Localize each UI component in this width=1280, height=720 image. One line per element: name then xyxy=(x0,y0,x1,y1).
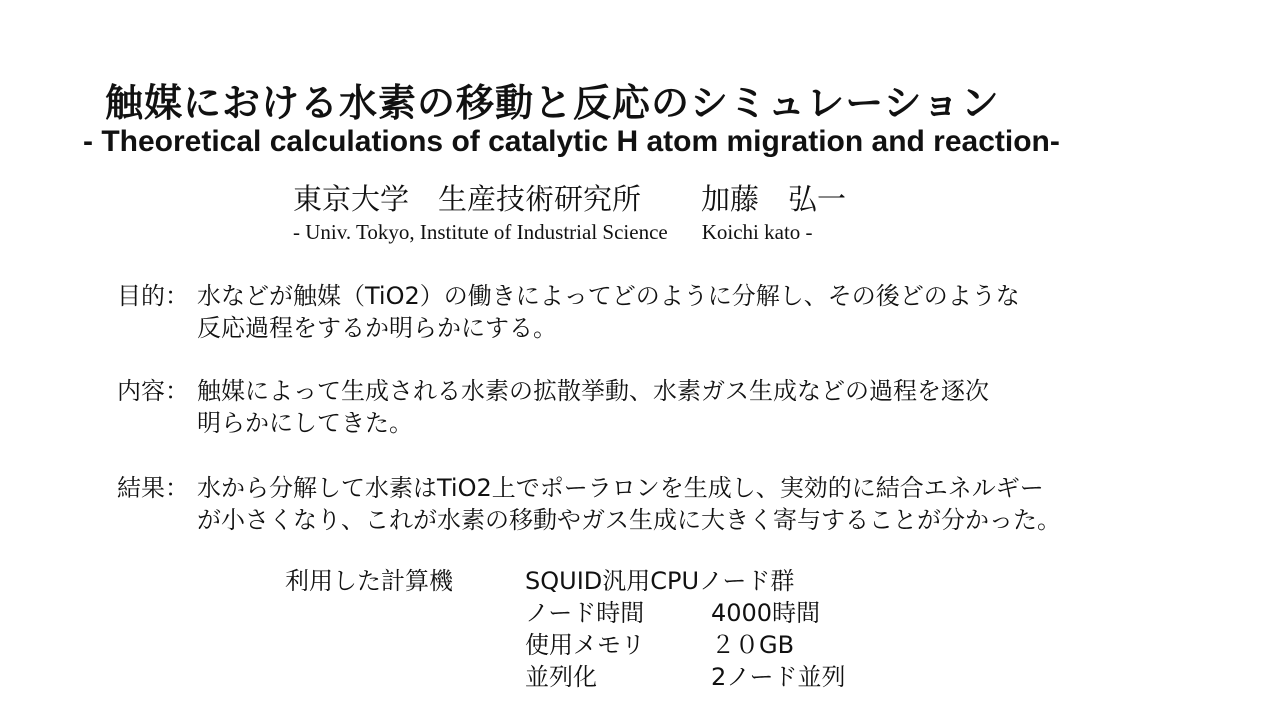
section-label: 内容： xyxy=(117,377,189,405)
compute-row xyxy=(525,597,846,629)
compute-key: ノード時間 xyxy=(525,599,645,627)
section-label: 結果： xyxy=(117,474,189,502)
section-line: 水などが触媒（TiO2）の働きによってどのように分解し、その後どのような xyxy=(197,282,1020,310)
section-line: 触媒によって生成される水素の拡散挙動、水素ガス生成などの過程を逐次 xyxy=(197,377,989,405)
compute-row xyxy=(525,661,846,693)
compute-value: ２０GB xyxy=(711,631,795,659)
compute-key: 並列化 xyxy=(525,663,597,691)
affiliation-org-ja: 東京大学 生産技術研究所 xyxy=(293,182,642,216)
page-subtitle: - Theoretical calculations of catalytic H atom migration and reaction- xyxy=(83,125,1060,158)
section-line: 反応過程をするか明らかにする。 xyxy=(197,314,557,342)
author-name-en: Koichi kato - xyxy=(701,220,813,244)
compute-system: SQUID汎用CPUノード群 xyxy=(525,567,795,595)
author-name-ja: 加藤 弘一 xyxy=(701,182,847,216)
section-line: 明らかにしてきた。 xyxy=(197,409,413,437)
affiliation-org-en: - Univ. Tokyo, Institute of Industrial Science xyxy=(293,220,668,244)
compute-value: 4000時間 xyxy=(711,599,821,627)
section-line: 水から分解して水素はTiO2上でポーラロンを生成し、実効的に結合エネルギー xyxy=(197,474,1044,502)
section-content xyxy=(117,375,989,437)
compute-details xyxy=(525,565,846,693)
compute-label: 利用した計算機 xyxy=(285,567,453,595)
affiliation-en xyxy=(293,220,813,245)
page-title: 触媒における水素の移動と反応のシミュレーション xyxy=(105,81,1000,125)
section-label: 目的： xyxy=(117,282,189,310)
section-line: が小さくなり、これが水素の移動やガス生成に大きく寄与することが分かった。 xyxy=(197,506,1061,534)
compute-row xyxy=(525,629,846,661)
section-body xyxy=(197,375,989,439)
compute-value: 2ノード並列 xyxy=(711,663,846,691)
section-body xyxy=(197,280,1020,344)
affiliation-ja xyxy=(293,177,846,218)
compute-key: 使用メモリ xyxy=(525,631,645,659)
section-purpose xyxy=(117,280,1020,342)
section-body xyxy=(197,472,1061,536)
section-result xyxy=(117,472,1061,534)
